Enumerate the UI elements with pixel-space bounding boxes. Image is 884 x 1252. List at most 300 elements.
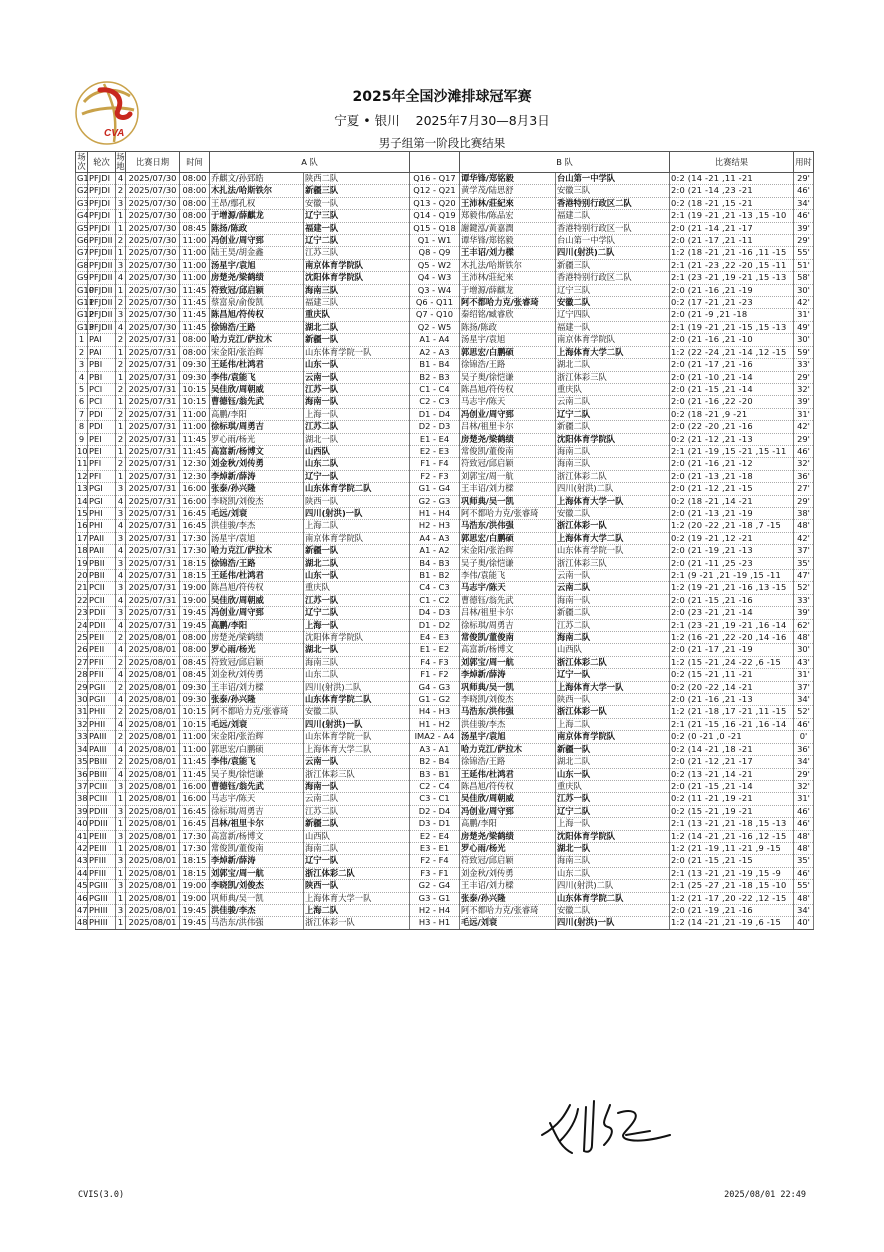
team-a-name: 江苏一队 — [304, 383, 410, 395]
match-date: 2025/07/31 — [126, 619, 180, 631]
round: PFJDII — [88, 247, 116, 259]
score: 1:2 (16 -21 ,22 -20 ,14 -16 — [670, 632, 794, 644]
match-no: G13 — [77, 321, 94, 332]
team-a-name: 上海体育大学一队 — [304, 892, 410, 904]
round: PFII — [88, 669, 116, 681]
score: 1:2 (14 -21 ,21 -19 ,6 -15 — [670, 917, 794, 929]
seed-pair: G2 - G3 — [410, 495, 460, 507]
match-no: G2 — [77, 185, 89, 196]
duration: 47' — [794, 570, 814, 582]
table-row — [76, 830, 814, 842]
table-row — [76, 607, 814, 619]
match-time: 12:30 — [180, 470, 210, 482]
team-a-name: 山东体育学院二队 — [304, 694, 410, 706]
team-b-name: 山东一队 — [556, 768, 670, 780]
team-b-players: 汤星宇/袁旭 — [460, 731, 556, 743]
match-no: G5 — [77, 222, 89, 233]
seed-pair: H3 - H1 — [410, 917, 460, 929]
score: 1:2 (21 -18 ,17 -21 ,11 -15 — [670, 706, 794, 718]
team-a-name: 上海二队 — [304, 520, 410, 532]
team-a-players: 高鹏/李阳 — [210, 408, 304, 420]
match-date: 2025/07/31 — [126, 421, 180, 433]
col-court: 场地 — [116, 152, 125, 171]
court: 4 — [116, 669, 126, 681]
match-time: 11:45 — [180, 309, 210, 321]
match-no: 43 — [77, 855, 88, 866]
team-a-name: 安徽二队 — [304, 706, 410, 718]
match-date: 2025/07/31 — [126, 458, 180, 470]
duration: 36' — [794, 470, 814, 482]
team-a-name: 辽宁一队 — [304, 470, 410, 482]
match-time: 16:45 — [180, 805, 210, 817]
team-a-name: 四川(射洪)二队 — [304, 681, 410, 693]
team-a-name: 重庆队 — [304, 309, 410, 321]
match-no: 24 — [77, 619, 88, 630]
score: 0:2 (20 -22 ,14 -21 — [670, 681, 794, 693]
team-a-name: 沈阳体育学院队 — [304, 272, 410, 284]
team-a-players: 罗心雨/杨光 — [210, 644, 304, 656]
table-row — [76, 173, 814, 185]
team-a-players: 宋金阳/张治辉 — [210, 731, 304, 743]
team-a-players: 乔麒文/孙郅皓 — [210, 173, 304, 185]
match-date: 2025/08/01 — [126, 793, 180, 805]
team-b-players: 房楚尧/梁鹤绩 — [460, 830, 556, 842]
team-a-name: 湖北二队 — [304, 557, 410, 569]
team-b-players: 徐锦浩/王路 — [460, 756, 556, 768]
team-b-players: 王丰诏/刘力樑 — [460, 247, 556, 259]
match-date: 2025/08/01 — [126, 681, 180, 693]
match-no: 35 — [77, 756, 88, 767]
score: 1:2 (20 -22 ,21 -18 ,7 -15 — [670, 520, 794, 532]
table-row — [76, 656, 814, 668]
team-b-name: 上海体育大学二队 — [556, 532, 670, 544]
score: 2:0 (21 -14 ,23 -21 — [670, 185, 794, 197]
score: 2:0 (21 -14 ,21 -17 — [670, 222, 794, 234]
team-b-name: 海南二队 — [556, 445, 670, 457]
team-b-name: 海南三队 — [556, 458, 670, 470]
round: PDII — [88, 619, 116, 631]
match-date: 2025/08/01 — [126, 805, 180, 817]
round: PAII — [88, 532, 116, 544]
round: PFJDII — [88, 284, 116, 296]
team-a-name: 安徽一队 — [304, 197, 410, 209]
match-time: 10:15 — [180, 383, 210, 395]
duration: 48' — [794, 842, 814, 854]
team-b-players: 吴佳欣/周朝威 — [460, 793, 556, 805]
round: PHII — [88, 706, 116, 718]
team-a-name: 新疆一队 — [304, 334, 410, 346]
round: PGI — [88, 495, 116, 507]
seed-pair: A1 - A2 — [410, 545, 460, 557]
table-row — [76, 917, 814, 929]
table-row — [76, 272, 814, 284]
col-round: 轮次 — [88, 152, 116, 173]
svg-text:CVA: CVA — [104, 128, 125, 139]
duration: 35' — [794, 855, 814, 867]
round: PEII — [88, 644, 116, 656]
match-date: 2025/07/30 — [126, 259, 180, 271]
team-a-name: 福建三队 — [304, 297, 410, 309]
duration: 30' — [794, 644, 814, 656]
team-a-name: 湖北二队 — [304, 321, 410, 333]
court: 1 — [116, 371, 126, 383]
duration: 46' — [794, 818, 814, 830]
court: 1 — [116, 396, 126, 408]
round: PDII — [88, 607, 116, 619]
match-time: 11:00 — [180, 421, 210, 433]
duration: 39' — [794, 396, 814, 408]
match-time: 11:00 — [180, 743, 210, 755]
team-a-players: 刘金秋/刘传勇 — [210, 669, 304, 681]
table-row — [76, 520, 814, 532]
match-time: 10:15 — [180, 718, 210, 730]
team-b-name: 云南一队 — [556, 570, 670, 582]
score: 1:2 (22 -24 ,21 -14 ,12 -15 — [670, 346, 794, 358]
match-time: 17:30 — [180, 830, 210, 842]
table-row — [76, 421, 814, 433]
team-b-name: 沈阳体育学院队 — [556, 433, 670, 445]
match-time: 18:15 — [180, 867, 210, 879]
team-b-name: 陕西一队 — [556, 694, 670, 706]
match-no: 21 — [77, 582, 88, 593]
seed-pair: D3 - D1 — [410, 818, 460, 830]
team-b-name: 浙江体彩一队 — [556, 520, 670, 532]
match-no: 32 — [77, 718, 88, 729]
table-row — [76, 408, 814, 420]
score: 2:0 (21 -15 ,21 -16 — [670, 594, 794, 606]
match-date: 2025/07/30 — [126, 222, 180, 234]
team-a-name: 山西队 — [304, 445, 410, 457]
team-a-name: 上海体育大学二队 — [304, 743, 410, 755]
seed-pair: F3 - F1 — [410, 867, 460, 879]
table-row — [76, 445, 814, 457]
team-a-name: 南京体育学院队 — [304, 259, 410, 271]
duration: 30' — [794, 334, 814, 346]
match-time: 17:30 — [180, 545, 210, 557]
match-time: 11:00 — [180, 247, 210, 259]
round: PGIII — [88, 892, 116, 904]
team-b-name: 浙江体彩二队 — [556, 470, 670, 482]
duration: 46' — [794, 210, 814, 222]
duration: 32' — [794, 383, 814, 395]
match-no: 36 — [77, 768, 88, 779]
table-row — [76, 570, 814, 582]
match-no: 4 — [76, 371, 88, 383]
match-date: 2025/08/01 — [126, 706, 180, 718]
score: 2:1 (19 -21 ,21 -15 ,15 -13 — [670, 321, 794, 333]
round: PFJDII — [88, 321, 116, 333]
round: PFJDII — [88, 272, 116, 284]
match-date: 2025/07/31 — [126, 557, 180, 569]
team-a-players: 吴佳欣/周朝威 — [210, 594, 304, 606]
match-date: 2025/08/01 — [126, 756, 180, 768]
court: 4 — [116, 495, 126, 507]
match-no: 15 — [77, 507, 88, 518]
match-no: 23 — [77, 607, 88, 618]
team-a-players: 陈扬/陈政 — [210, 222, 304, 234]
court: 4 — [116, 619, 126, 631]
duration: 42' — [794, 421, 814, 433]
team-b-name: 云南二队 — [556, 582, 670, 594]
team-a-players: 李伟/袁能飞 — [210, 756, 304, 768]
court: 4 — [116, 545, 126, 557]
team-b-name: 辽宁二队 — [556, 805, 670, 817]
team-a-name: 山西队 — [304, 830, 410, 842]
match-date: 2025/07/30 — [126, 185, 180, 197]
team-b-name: 新疆二队 — [556, 421, 670, 433]
team-b-name: 台山第一中学队 — [556, 235, 670, 247]
team-b-name: 湖北二队 — [556, 359, 670, 371]
score: 2:0 (21 -16 ,22 -20 — [670, 396, 794, 408]
court: 3 — [116, 483, 126, 495]
score: 1:2 (18 -21 ,21 -16 ,11 -15 — [670, 247, 794, 259]
team-a-players: 常俊凯/董俊南 — [210, 842, 304, 854]
round: PDIII — [88, 818, 116, 830]
team-b-players: 阿不都哈力克/张睿琦 — [460, 297, 556, 309]
duration: 48' — [794, 892, 814, 904]
table-row — [76, 780, 814, 792]
round: PDI — [88, 421, 116, 433]
match-date: 2025/08/01 — [126, 892, 180, 904]
team-b-name: 湖北二队 — [556, 756, 670, 768]
team-a-name: 山东体育学院一队 — [304, 346, 410, 358]
team-b-players: 马志宇/陈天 — [460, 582, 556, 594]
team-a-players: 王丰诏/刘力樑 — [210, 681, 304, 693]
court: 4 — [116, 718, 126, 730]
table-row — [76, 284, 814, 296]
team-b-players: 巩师典/吴一凯 — [460, 495, 556, 507]
score: 2:0 (21 -17 ,21 -16 — [670, 359, 794, 371]
match-date: 2025/07/31 — [126, 433, 180, 445]
team-b-players: 洪佳骏/李杰 — [460, 718, 556, 730]
round: PGI — [88, 483, 116, 495]
duration: 31' — [794, 669, 814, 681]
court: 3 — [116, 607, 126, 619]
team-a-players: 吴子奥/徐恺谦 — [210, 768, 304, 780]
round: PGII — [88, 694, 116, 706]
round: PHI — [88, 507, 116, 519]
court: 1 — [116, 445, 126, 457]
table-row — [76, 818, 814, 830]
seed-pair: B4 - B3 — [410, 557, 460, 569]
match-no: 19 — [77, 557, 88, 568]
table-row — [76, 470, 814, 482]
score: 2:1 (23 -21 ,19 -21 ,15 -13 — [670, 272, 794, 284]
match-time: 16:45 — [180, 507, 210, 519]
round: PCIII — [88, 793, 116, 805]
team-b-players: 謝鍵泓/黃嘉潤 — [460, 222, 556, 234]
team-b-name: 云南二队 — [556, 396, 670, 408]
team-a-name: 陕西一队 — [304, 495, 410, 507]
match-no: 29 — [77, 681, 88, 692]
team-b-name: 辽宁三队 — [556, 284, 670, 296]
score: 2:0 (21 -16 ,21 -19 — [670, 284, 794, 296]
match-no: 30 — [77, 694, 88, 705]
match-no: G3 — [77, 197, 89, 208]
team-b-players: 曹德钰/翁先武 — [460, 594, 556, 606]
duration: 32' — [794, 458, 814, 470]
match-time: 08:00 — [180, 644, 210, 656]
team-a-players: 李晓凯/刘俊杰 — [210, 495, 304, 507]
team-b-name: 浙江体彩三队 — [556, 557, 670, 569]
score: 2:0 (23 -21 ,21 -14 — [670, 607, 794, 619]
match-date: 2025/07/31 — [126, 383, 180, 395]
score: 0:2 (18 -21 ,9 -21 — [670, 408, 794, 420]
round: PHIII — [88, 917, 116, 929]
score: 2:0 (21 -16 ,21 -13 — [670, 694, 794, 706]
match-no: 12 — [77, 470, 88, 481]
court: 2 — [116, 458, 126, 470]
court: 2 — [116, 185, 126, 197]
match-date: 2025/07/31 — [126, 445, 180, 457]
table-row — [76, 346, 814, 358]
team-b-name: 辽宁二队 — [556, 408, 670, 420]
match-no: 2 — [76, 346, 88, 358]
table-row — [76, 594, 814, 606]
round: PHIII — [88, 904, 116, 916]
seed-pair: IMA2 - A4 — [410, 731, 460, 743]
duration: 46' — [794, 185, 814, 197]
round: PEI — [88, 433, 116, 445]
seed-pair: E4 - E3 — [410, 632, 460, 644]
match-date: 2025/08/01 — [126, 780, 180, 792]
team-b-players: 巩师典/吴一凯 — [460, 681, 556, 693]
table-row — [76, 507, 814, 519]
seed-pair: D1 - D2 — [410, 619, 460, 631]
duration: 29' — [794, 495, 814, 507]
col-date: 比赛日期 — [126, 152, 180, 173]
team-a-name: 山东一队 — [304, 570, 410, 582]
court: 3 — [116, 197, 126, 209]
seed-pair: Q8 - Q9 — [410, 247, 460, 259]
table-row — [76, 644, 814, 656]
team-a-players: 马志宇/陈天 — [210, 793, 304, 805]
match-no: G12 — [77, 309, 94, 320]
team-b-name: 安徽二队 — [556, 297, 670, 309]
court: 3 — [116, 582, 126, 594]
court: 3 — [116, 507, 126, 519]
round: PAIII — [88, 743, 116, 755]
match-no: 18 — [77, 545, 88, 556]
round: PFIII — [88, 867, 116, 879]
team-a-players: 张泰/孙兴隆 — [210, 694, 304, 706]
team-a-name: 湖北一队 — [304, 433, 410, 445]
table-row — [76, 743, 814, 755]
team-a-name: 海南三队 — [304, 656, 410, 668]
match-time: 19:00 — [180, 892, 210, 904]
team-a-players: 高富新/杨博文 — [210, 445, 304, 457]
team-a-name: 山东二队 — [304, 669, 410, 681]
team-a-players: 符致冠/邱启颖 — [210, 656, 304, 668]
team-b-players: 吴子奥/徐恺谦 — [460, 557, 556, 569]
seed-pair: Q2 - W5 — [410, 321, 460, 333]
team-b-name: 上海体育大学一队 — [556, 681, 670, 693]
score: 1:2 (15 -21 ,24 -22 ,6 -15 — [670, 656, 794, 668]
match-no: 20 — [77, 570, 88, 580]
team-b-players: 哈力克江/萨拉木 — [460, 743, 556, 755]
match-time: 08:00 — [180, 210, 210, 222]
team-a-name: 浙江体彩三队 — [304, 768, 410, 780]
seed-pair: F4 - F3 — [410, 656, 460, 668]
duration: 31' — [794, 309, 814, 321]
seed-pair: E1 - E2 — [410, 644, 460, 656]
match-no: 42 — [77, 842, 88, 853]
team-b-players: 郭思宏/白鹏硕 — [460, 532, 556, 544]
seed-pair: F1 - F4 — [410, 458, 460, 470]
duration: 0' — [794, 731, 814, 743]
court: 2 — [116, 334, 126, 346]
match-date: 2025/07/30 — [126, 297, 180, 309]
match-no: 9 — [76, 433, 88, 445]
round: PFI — [88, 458, 116, 470]
match-date: 2025/07/31 — [126, 570, 180, 582]
team-a-name: 辽宁二队 — [304, 235, 410, 247]
seed-pair: B3 - B1 — [410, 768, 460, 780]
team-b-name: 上海一队 — [556, 818, 670, 830]
score: 1:2 (21 -17 ,20 -22 ,12 -15 — [670, 892, 794, 904]
team-a-players: 房楚尧/梁鹤绩 — [210, 632, 304, 644]
team-b-name: 山东二队 — [556, 867, 670, 879]
table-row — [76, 235, 814, 247]
match-time: 08:45 — [180, 669, 210, 681]
duration: 46' — [794, 805, 814, 817]
match-time: 11:45 — [180, 321, 210, 333]
team-b-players: 王沛林/莊紀來 — [460, 272, 556, 284]
team-a-players: 房楚尧/梁鹤绩 — [210, 272, 304, 284]
seed-pair: Q15 - Q18 — [410, 222, 460, 234]
round: PEIII — [88, 830, 116, 842]
match-date: 2025/08/01 — [126, 694, 180, 706]
match-date: 2025/08/01 — [126, 904, 180, 916]
score: 0:2 (15 -21 ,19 -21 — [670, 805, 794, 817]
page-title: 2025年全国沙滩排球冠军赛 — [352, 89, 532, 105]
team-a-name: 山东一队 — [304, 359, 410, 371]
match-no: 48 — [77, 917, 88, 928]
round: PFI — [88, 470, 116, 482]
seed-pair: E1 - E4 — [410, 433, 460, 445]
table-row — [76, 383, 814, 395]
team-a-name: 辽宁一队 — [304, 855, 410, 867]
match-date: 2025/08/01 — [126, 669, 180, 681]
court: 2 — [116, 235, 126, 247]
team-b-players: 符致冠/邱启颖 — [460, 458, 556, 470]
seed-pair: H1 - H4 — [410, 507, 460, 519]
score: 2:0 (21 -16 ,21 -12 — [670, 458, 794, 470]
court: 1 — [116, 818, 126, 830]
team-b-name: 上海体育大学二队 — [556, 346, 670, 358]
duration: 30' — [794, 284, 814, 296]
team-b-name: 香港特别行政区一队 — [556, 222, 670, 234]
match-time: 11:45 — [180, 768, 210, 780]
table-row — [76, 904, 814, 916]
match-date: 2025/07/31 — [126, 507, 180, 519]
match-time: 08:00 — [180, 197, 210, 209]
team-a-players: 吕林/祖里卡尔 — [210, 818, 304, 830]
match-time: 18:15 — [180, 557, 210, 569]
team-b-name: 香港特别行政区二队 — [556, 197, 670, 209]
table-row — [76, 694, 814, 706]
team-a-name: 江苏二队 — [304, 805, 410, 817]
team-b-players: 高富新/杨博文 — [460, 644, 556, 656]
court: 1 — [116, 421, 126, 433]
match-date: 2025/07/31 — [126, 582, 180, 594]
match-time: 17:30 — [180, 842, 210, 854]
team-a-players: 吴佳欣/周朝威 — [210, 383, 304, 395]
court: 1 — [116, 793, 126, 805]
team-b-players: 李焯新/薛涛 — [460, 669, 556, 681]
score: 2:0 (21 -17 ,21 -19 — [670, 644, 794, 656]
score: 0:2 (18 -21 ,15 -21 — [670, 197, 794, 209]
